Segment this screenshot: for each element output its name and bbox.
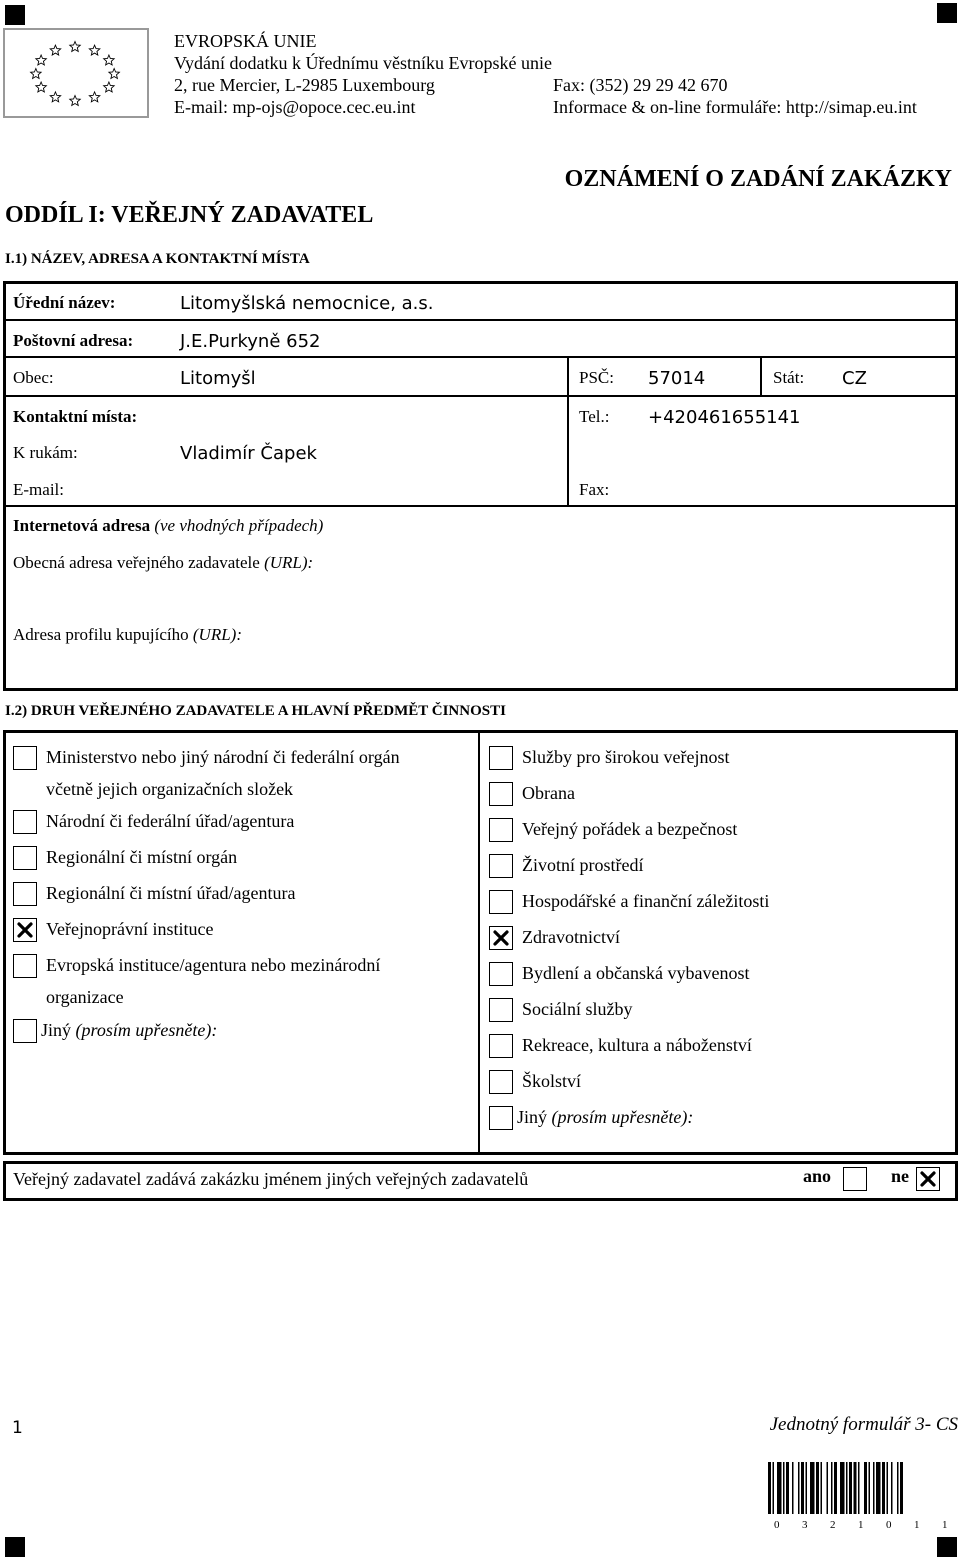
barcode-digit: 0 [886,1519,892,1531]
barcode-bar [777,1462,782,1514]
section-i2-heading: I.2) DRUH VEŘEJNÉHO ZADAVATELE A HLAVNÍ PŘEDMĚT ČINNOSTI [5,703,506,719]
main-activity-label: Sociální služby [522,999,633,1019]
registration-mark-top-right [937,3,957,23]
star-icon [36,82,46,92]
psc-value: 57014 [648,368,706,389]
barcode-bar [798,1462,800,1514]
barcode-digit: 1 [858,1519,864,1531]
main-activity-label: Školství [522,1071,582,1091]
eu-flag-logo [3,28,149,118]
tel-value: +420461655141 [648,407,801,428]
tel-label: Tel.: [579,407,610,426]
section-title: ODDÍL I: VEŘEJNÝ ZADAVATEL [5,202,374,228]
on-behalf-no-label: ne [891,1166,909,1186]
authority-type-checkbox[interactable] [13,882,37,906]
header-subtitle: Vydání dodatku k Úřednímu věstníku Evropské unie [174,53,552,73]
authority-type-checkbox[interactable] [13,954,37,978]
barcode [768,1462,956,1534]
barcode-bar [783,1462,785,1514]
barcode-bar [900,1462,903,1514]
barcode-bar [792,1462,794,1514]
star-icon [36,55,46,65]
main-activity-label: Služby pro širokou veřejnost [522,747,730,767]
header-org: EVROPSKÁ UNIE [174,31,317,51]
check-mark-icon [493,930,509,946]
authority-type-label: Ministerstvo nebo jiný národní či federální orgán [46,747,400,767]
town-value: Litomyšl [180,368,256,389]
main-activity-label: Hospodářské a finanční záležitosti [522,891,770,911]
star-icon [104,55,114,65]
main-activity-checkbox[interactable] [489,962,513,986]
official-name-label: Úřední název: [13,293,116,312]
registration-mark-bottom-right [937,1537,957,1557]
barcode-bar [873,1462,875,1514]
official-name-value: Litomyšlská nemocnice, a.s. [180,293,434,314]
authority-type-checkbox[interactable] [13,918,37,942]
header-fax: Fax: (352) 29 29 42 670 [553,75,728,95]
general-url-label: Obecná adresa veřejného zadavatele (URL): [13,553,314,572]
check-mark-icon [17,922,33,938]
email-label: E-mail: [13,480,64,499]
main-activity-checkbox[interactable] [489,1070,513,1094]
postal-address-value: J.E.Purkyně 652 [180,331,321,352]
barcode-digit: 1 [942,1519,948,1531]
barcode-bar [831,1462,833,1514]
main-activity-label: Životní prostředí [522,855,644,875]
barcode-bar [816,1462,819,1514]
barcode-bar [768,1462,771,1514]
main-activity-checkbox[interactable] [489,1034,513,1058]
main-activity-label: Bydlení a občanská vybavenost [522,963,750,983]
postal-address-label: Poštovní adresa: [13,331,134,350]
main-activity-checkbox[interactable] [489,746,513,770]
main-activity-label: Rekreace, kultura a náboženství [522,1035,752,1055]
star-icon [109,69,119,79]
authority-type-label: Národní či federální úřad/agentura [46,811,295,831]
barcode-bar [897,1462,899,1514]
star-icon [50,92,60,102]
barcode-bar [854,1462,857,1514]
authority-type-other-label: Jiný (prosím upřesněte): [41,1020,218,1040]
registration-mark-bottom-left [5,1537,25,1557]
barcode-bar [887,1462,889,1514]
barcode-bar [869,1462,871,1514]
page-number: 1 [12,1418,23,1438]
main-activity-checkbox[interactable] [489,782,513,806]
barcode-bar [801,1462,804,1514]
barcode-bar [849,1462,852,1514]
on-behalf-yes-checkbox[interactable] [843,1167,867,1191]
star-icon [31,69,41,79]
barcode-digit: 1 [914,1519,920,1531]
registration-mark-top-left [5,5,25,25]
barcode-digit: 0 [774,1519,780,1531]
header-address: 2, rue Mercier, L-2985 Luxembourg [174,75,435,95]
authority-type-other-checkbox[interactable] [13,1019,37,1043]
town-label: Obec: [13,368,54,387]
eu-stars-icon [11,36,139,108]
on-behalf-no-checkbox[interactable] [916,1167,940,1191]
attention-label: K rukám: [13,443,78,462]
authority-type-label: organizace [46,987,124,1007]
country-value: CZ [842,368,867,389]
authority-type-label: Veřejnoprávní instituce [46,919,214,939]
barcode-bar [858,1462,860,1514]
star-icon [70,96,80,106]
main-activity-other-label: Jiný (prosím upřesněte): [517,1107,694,1127]
fax-label: Fax: [579,480,610,499]
barcode-bar [827,1462,829,1514]
on-behalf-question: Veřejný zadavatel zadává zakázku jménem jiných veřejných zadavatelů [13,1169,529,1189]
check-mark-icon [920,1171,936,1187]
star-icon [89,92,99,102]
main-activity-label: Obrana [522,783,575,803]
barcode-bar [834,1462,837,1514]
header-info: Informace & on-line formuláře: http://simap.eu.int [553,97,917,117]
contact-points-label: Kontaktní místa: [13,407,138,426]
barcode-bar [806,1462,808,1514]
star-icon [89,45,99,55]
barcode-bar [821,1462,823,1514]
authority-type-checkbox[interactable] [13,810,37,834]
barcode-bar [891,1462,893,1514]
authority-type-label: Regionální či místní orgán [46,847,238,867]
country-label: Stát: [773,368,805,387]
star-icon [70,42,80,52]
main-activity-checkbox[interactable] [489,854,513,878]
main-activity-checkbox[interactable] [489,926,513,950]
on-behalf-yes-label: ano [803,1166,832,1186]
psc-label: PSČ: [579,368,614,387]
barcode-digit: 3 [802,1519,808,1531]
header-email: E-mail: mp-ojs@opoce.cec.eu.int [174,97,416,117]
buyer-profile-url-label: Adresa profilu kupujícího (URL): [13,625,242,644]
attention-value: Vladimír Čapek [180,443,317,464]
barcode-bar [810,1462,815,1514]
notice-title: OZNÁMENÍ O ZADÁNÍ ZAKÁZKY [564,166,952,192]
main-activity-checkbox[interactable] [489,998,513,1022]
main-activity-checkbox[interactable] [489,818,513,842]
authority-type-label: včetně jejich organizačních složek [46,779,294,799]
authority-type-checkbox[interactable] [13,746,37,770]
barcode-bar [786,1462,789,1514]
barcode-bar [864,1462,867,1514]
barcode-bar [846,1462,848,1514]
authority-type-label: Regionální či místní úřad/agentura [46,883,296,903]
main-activity-checkbox[interactable] [489,890,513,914]
main-activity-other-checkbox[interactable] [489,1106,513,1130]
barcode-bar [773,1462,775,1514]
star-icon [104,82,114,92]
form-name: Jednotný formulář 3- CS [769,1414,958,1435]
internet-address-label: Internetová adresa (ve vhodných případech) [13,516,324,535]
authority-type-checkbox[interactable] [13,846,37,870]
barcode-bar [882,1462,885,1514]
barcode-digit: 2 [830,1519,836,1531]
star-icon [50,45,60,55]
barcode-bar [840,1462,845,1514]
barcode-bar [876,1462,881,1514]
authority-type-label: Evropská instituce/agentura nebo mezinárodní [46,955,381,975]
main-activity-label: Zdravotnictví [522,927,620,947]
section-i1-heading: I.1) NÁZEV, ADRESA A KONTAKTNÍ MÍSTA [5,251,310,267]
main-activity-label: Veřejný pořádek a bezpečnost [522,819,738,839]
